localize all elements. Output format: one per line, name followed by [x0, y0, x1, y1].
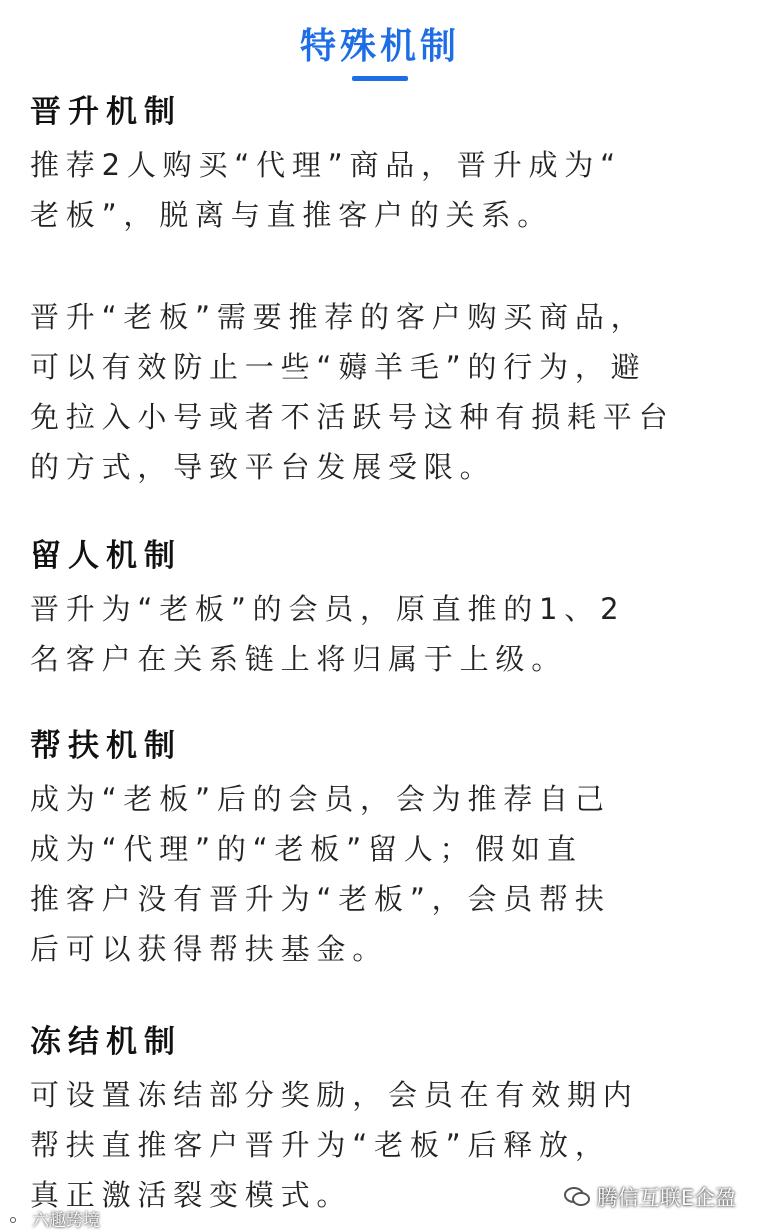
source-watermark-text: 六趣跨境	[32, 1211, 100, 1231]
paragraph-line: 真正激活裂变模式。	[30, 1178, 353, 1212]
paragraph-line: 晋升为“老板”的会员，原直推的1、2	[30, 592, 626, 626]
source-logo-icon	[6, 1207, 28, 1230]
paragraph-line: 名客户在关系链上将归属于上级。	[30, 642, 568, 676]
section-heading: 留人机制	[30, 538, 182, 574]
title-underline	[352, 76, 408, 81]
watermark-text: 腾信互联E企盈	[596, 1186, 736, 1210]
paragraph-line: 帮扶直推客户晋升为“老板”后释放，	[30, 1128, 611, 1162]
source-watermark	[6, 1206, 100, 1231]
paragraph-line: 推客户没有晋升为“老板”，会员帮扶	[30, 882, 611, 916]
paragraph-line: 的方式，导致平台发展受限。	[30, 450, 496, 484]
paragraph-line: 成为“老板”后的会员，会为推荐自己	[30, 782, 611, 816]
paragraph-line: 免拉入小号或者不活跃号这种有损耗平台	[30, 400, 675, 434]
paragraph-line: 晋升“老板”需要推荐的客户购买商品，	[30, 300, 647, 334]
section-support	[30, 726, 730, 974]
paragraph-line: 成为“代理”的“老板”留人；假如直	[30, 832, 583, 866]
section-retention	[30, 536, 730, 684]
section-promotion	[30, 92, 730, 492]
paragraph-line: 可设置冻结部分奖励，会员在有效期内	[30, 1078, 639, 1112]
section-heading: 晋升机制	[30, 94, 182, 130]
paragraph-line: 可以有效防止一些“薅羊毛”的行为，避	[30, 350, 647, 384]
paragraph-line: 推荐2人购买“代理”商品，晋升成为“	[30, 148, 622, 182]
section-heading: 帮扶机制	[30, 728, 182, 764]
paragraph-line: 后可以获得帮扶基金。	[30, 932, 389, 966]
wechat-icon	[563, 1186, 591, 1208]
paragraph-line: 老板”，脱离与直推客户的关系。	[30, 198, 554, 232]
page-title: 特殊机制	[299, 26, 460, 67]
section-heading: 冻结机制	[30, 1024, 182, 1060]
wechat-watermark	[563, 1182, 736, 1212]
